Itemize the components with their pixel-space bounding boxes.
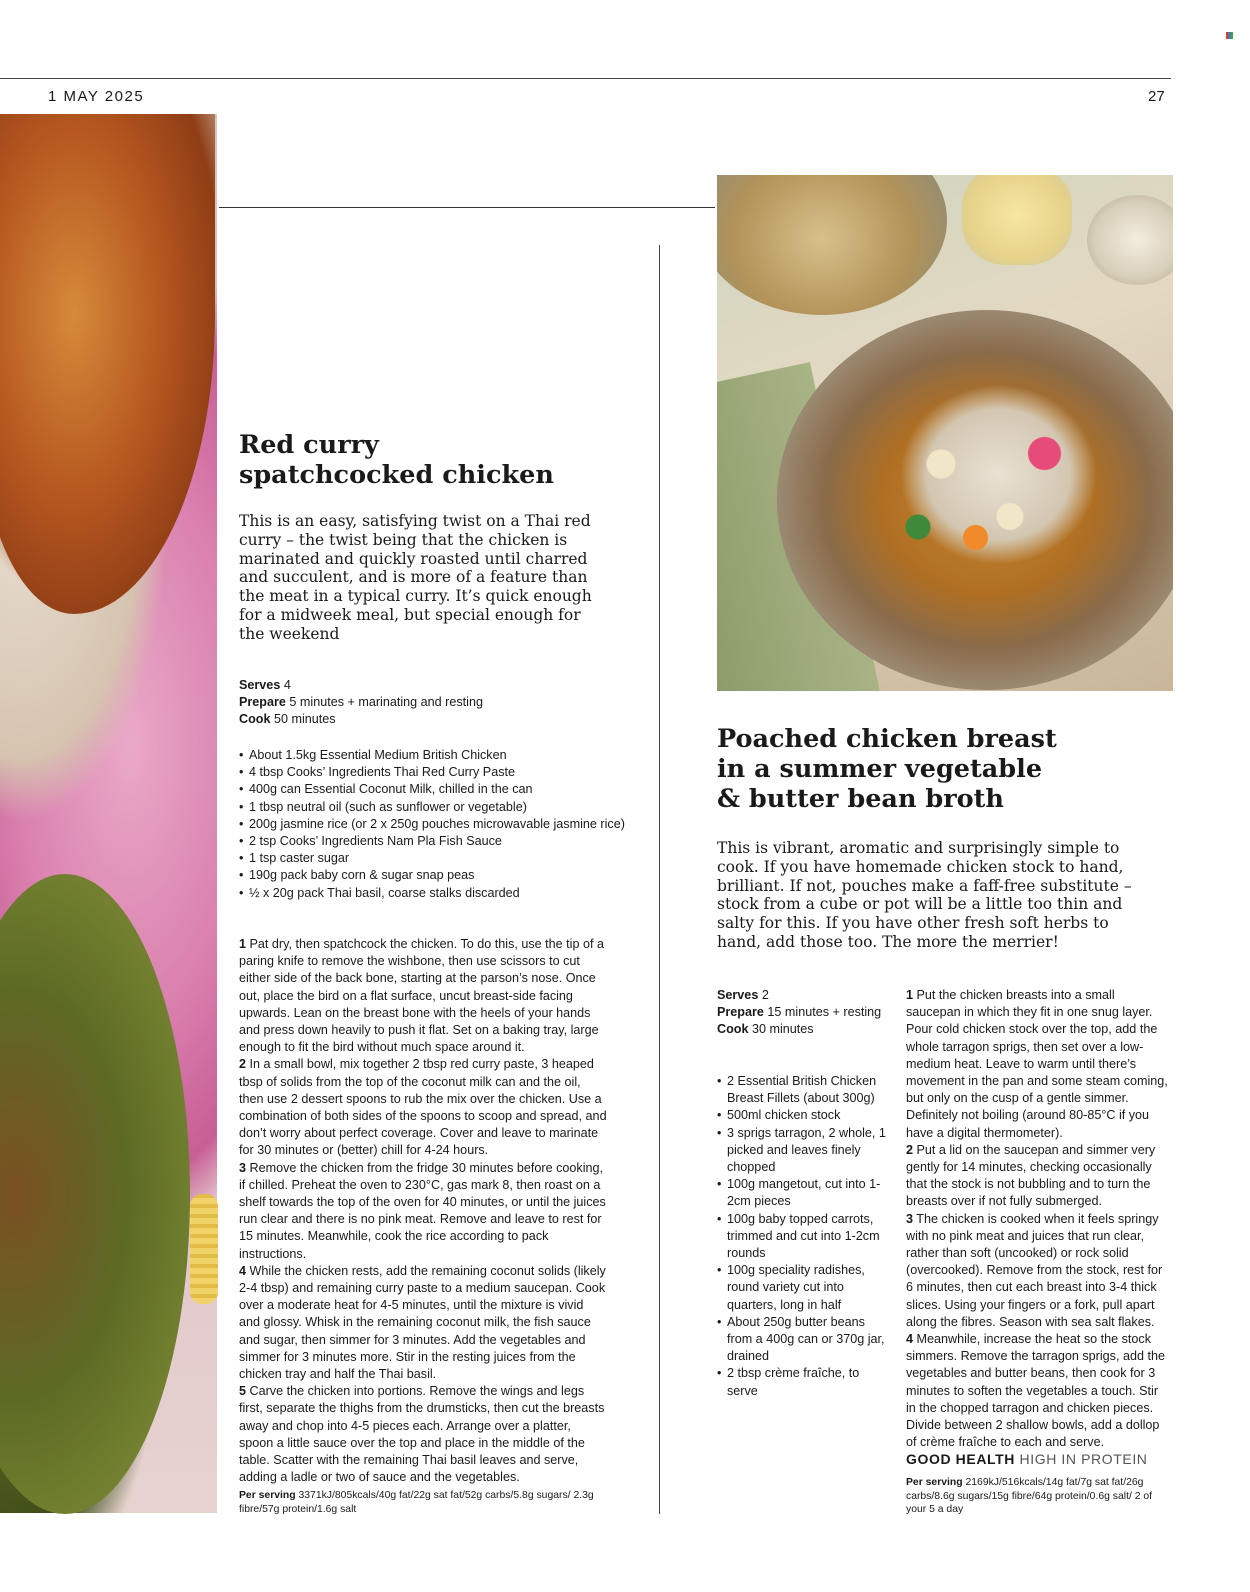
ingredient-item: • 2 tbsp crème fraîche, to serve bbox=[717, 1365, 892, 1399]
recipe-title bbox=[239, 430, 659, 490]
serves-value: 2 bbox=[761, 988, 769, 1002]
method-step bbox=[239, 1160, 607, 1263]
prepare-value: 5 minutes + marinating and resting bbox=[289, 695, 483, 710]
ingredient-item: • 100g baby topped carrots, trimmed and cut into 1-2cm rounds bbox=[717, 1211, 892, 1263]
title-line: spatchcocked chicken bbox=[239, 460, 554, 490]
step-text: Pat dry, then spatchcock the chicken. To do this, use the tip of a paring knife to remove the wishbone, then use scissors to cut either side of the back bone, starting at the parson’s nose. Once out, place the bird on a flat surface, uncut breast-side facing upwards. Lean on the breast bone with the heels of your hands and press down heavily to push it flat. Set on a baking tray, large enough to fit the bird without much space around it. bbox=[239, 937, 604, 1055]
colour-marker bbox=[1226, 32, 1233, 39]
ingredient-item: • About 1.5kg Essential Medium British Chicken bbox=[239, 747, 639, 764]
serves-label: Serves bbox=[717, 988, 759, 1002]
step-number: 5 bbox=[239, 1384, 247, 1399]
method-step bbox=[906, 1331, 1168, 1451]
method-step bbox=[906, 987, 1168, 1142]
nutrition-text: 2169kJ/516kcals/14g fat/7g sat fat/26g carbs/8.6g sugars/15g fibre/64g protein/0.6g salt/ 2 of your 5 a day bbox=[906, 1477, 1153, 1515]
prepare-label: Prepare bbox=[239, 695, 286, 710]
cook-value: 30 minutes bbox=[751, 1022, 814, 1037]
cook-label: Cook bbox=[717, 1022, 749, 1037]
serves-label: Serves bbox=[239, 678, 281, 692]
recipe-intro: This is an easy, satisfying twist on a Thai red curry – the twist being that the chicken is marinated and quickly roasted until charred and succulent, and is more of a feature than the meat in a typical curry. It’s quick enough for a midweek meal, but special enough for the weekend bbox=[239, 512, 592, 643]
ingredient-item: • 4 tbsp Cooks’ Ingredients Thai Red Curry Paste bbox=[239, 764, 639, 781]
title-line: in a summer vegetable bbox=[717, 754, 1043, 784]
ingredients-list bbox=[239, 747, 639, 902]
step-text: Put the chicken breasts into a small saucepan in which they fit in one snug layer. Pour cold chicken stock over the top, add the whole tarragon sprigs, then set over a low-medium heat. Leave to warm until there’s movement in the pan and some steam coming, but only on the cusp of a gentle simmer. Definitely not boiling (around 80-85°C if you have a digital thermometer). bbox=[906, 988, 1168, 1140]
prepare-label: Prepare bbox=[717, 1005, 764, 1020]
issue-date: 1 MAY 2025 bbox=[48, 88, 145, 105]
side-bowl-shape bbox=[717, 175, 947, 315]
prepare-value: 15 minutes + resting bbox=[767, 1005, 882, 1020]
baby-corn-shape bbox=[190, 1194, 218, 1304]
section-rule bbox=[219, 207, 715, 208]
nutrition-label: Per serving bbox=[239, 1490, 296, 1501]
step-text: The chicken is cooked when it feels springy with no pink meat and juices that run clear, rather than soft (uncooked) or rock solid (overcooked). Remove from the stock, rest for 6 minutes, then cut each breast into 3-4 thick slices. Using your fingers or a fork, pull apart along the fibres. Season with sea salt flakes. bbox=[906, 1211, 1163, 1329]
ingredient-item: • 190g pack baby corn & sugar snap peas bbox=[239, 867, 639, 884]
step-number: 3 bbox=[906, 1211, 914, 1226]
column-divider bbox=[659, 245, 660, 1514]
recipe-intro: This is vibrant, aromatic and surprisingly simple to cook. If you have homemade chicken stock to hand, brilliant. If not, pouches make a faff-free substitute – stock from a cube or pot will be a little too thin and salty for this. If you have other fresh soft herbs to hand, add those too. The more the merrier! bbox=[717, 839, 1132, 951]
cook-value: 50 minutes bbox=[273, 712, 336, 727]
step-number: 4 bbox=[906, 1332, 914, 1347]
method-step bbox=[239, 1056, 607, 1159]
step-text: Carve the chicken into portions. Remove the wings and legs first, separate the thighs from the drumsticks, then cut the breasts away and chop into 4-5 pieces each. Arrange over a platter, spoon a little sauce over the top and place in the middle of the table. Scatter with the remaining Thai basil leaves and serve, adding a ladle or two of sauce and the vegetables. bbox=[239, 1384, 605, 1485]
ingredient-item: • 3 sprigs tarragon, 2 whole, 1 picked and leaves finely chopped bbox=[717, 1125, 892, 1177]
method-step bbox=[239, 1383, 607, 1486]
title-line: Poached chicken breast bbox=[717, 724, 1057, 754]
ingredient-item: • 100g mangetout, cut into 1-2cm pieces bbox=[717, 1176, 892, 1210]
ingredient-item: • 400g can Essential Coconut Milk, chilled in the can bbox=[239, 781, 639, 798]
method-step bbox=[239, 936, 607, 1056]
step-number: 2 bbox=[906, 1142, 914, 1157]
creme-fraiche-dish-shape bbox=[1087, 195, 1173, 285]
step-text: While the chicken rests, add the remaining coconut solids (likely 2-4 tbsp) and remaining curry paste to a medium saucepan. Cook over a moderate heat for 4-5 minutes, until the mixture is vivid and glossy. Whisk in the remaining coconut milk, the fish sauce and sugar, then simmer for 3 minutes. Add the vegetables and simmer for 3 minutes more. Stir in the resting juices from the chicken tray and half the Thai basil. bbox=[239, 1263, 606, 1382]
title-line: Red curry bbox=[239, 430, 379, 460]
step-text: Remove the chicken from the fridge 30 minutes before cooking, if chilled. Preheat the oven to 230°C, gas mark 8, then roast on a shelf towards the top of the oven for 40 minutes, or until the juices run clear and there is no pink meat. Remove and leave to rest for 15 minutes. Meanwhile, cook the rice according to pack instructions. bbox=[239, 1160, 606, 1261]
ingredient-item: • 2 tsp Cooks’ Ingredients Nam Pla Fish Sauce bbox=[239, 833, 639, 850]
ingredient-item: • About 250g butter beans from a 400g can or 370g jar, drained bbox=[717, 1314, 892, 1366]
title-line: & butter bean broth bbox=[717, 784, 1004, 814]
cook-label: Cook bbox=[239, 712, 271, 727]
step-number: 1 bbox=[239, 937, 247, 951]
method bbox=[906, 987, 1168, 1451]
step-number: 3 bbox=[239, 1160, 247, 1175]
roast-chicken-shape bbox=[0, 114, 215, 614]
nutrition-info bbox=[906, 1476, 1168, 1517]
method bbox=[239, 936, 607, 1487]
ingredient-item: • 2 Essential British Chicken Breast Fillets (about 300g) bbox=[717, 1073, 892, 1107]
step-text: Meanwhile, increase the heat so the stock simmers. Remove the tarragon sprigs, add the vegetables and butter beans, then cook for 3 minutes to soften the vegetables a touch. Stir in the chopped tarragon and chicken pieces. Divide between 2 shallow bowls, add a dollop of crème fraîche to each and serve. bbox=[906, 1332, 1165, 1450]
recipe-meta bbox=[239, 677, 639, 729]
nutrition-info bbox=[239, 1489, 609, 1516]
page-number: 27 bbox=[1148, 88, 1165, 105]
ingredient-item: • 100g speciality radishes, round variety cut into quarters, long in half bbox=[717, 1262, 892, 1314]
method-step bbox=[239, 1263, 607, 1383]
step-text: In a small bowl, mix together 2 tbsp red curry paste, 3 heaped tbsp of solids from the top of the coconut milk can and the oil, then use 2 dessert spoons to rub the mix over the chicken. Use a combination of both sides of the spoons to scoop and spread, and don’t worry about perfect coverage. Cover and leave to marinate for 30 minutes or (better) chill for 4-24 hours. bbox=[239, 1057, 607, 1158]
nutrition-text: 3371kJ/805kcals/40g fat/22g sat fat/52g carbs/5.8g sugars/ 2.3g fibre/57g protein/1.6g salt bbox=[239, 1490, 594, 1515]
good-health-badge bbox=[906, 1451, 1176, 1467]
step-number: 1 bbox=[906, 988, 914, 1002]
method-step bbox=[906, 1142, 1168, 1211]
recipe-title bbox=[717, 724, 1157, 814]
red-curry-chicken-photo bbox=[0, 114, 217, 1513]
ingredient-item: • 500ml chicken stock bbox=[717, 1107, 892, 1124]
recipe-meta bbox=[717, 987, 887, 1039]
nutrition-label: Per serving bbox=[906, 1477, 963, 1488]
good-health-value: HIGH IN PROTEIN bbox=[1019, 1451, 1148, 1467]
serves-value: 4 bbox=[283, 678, 291, 692]
ingredient-item: • 1 tbsp neutral oil (such as sunflower or vegetable) bbox=[239, 799, 639, 816]
step-number: 2 bbox=[239, 1057, 247, 1072]
glass-shape bbox=[962, 175, 1072, 265]
curry-plate-shape bbox=[0, 874, 190, 1514]
ingredient-item: • 1 tsp caster sugar bbox=[239, 850, 639, 867]
ingredient-item: • ½ x 20g pack Thai basil, coarse stalks discarded bbox=[239, 885, 639, 902]
broth-bowl-shape bbox=[777, 310, 1173, 690]
header-rule bbox=[0, 78, 1171, 79]
step-text: Put a lid on the saucepan and simmer very gently for 14 minutes, checking occasionally that the stock is not bubbling and to turn the breasts over if not fully submerged. bbox=[906, 1142, 1156, 1209]
good-health-label: GOOD HEALTH bbox=[906, 1451, 1016, 1467]
ingredients-list bbox=[717, 1073, 892, 1400]
step-number: 4 bbox=[239, 1263, 247, 1278]
ingredient-item: • 200g jasmine rice (or 2 x 250g pouches microwavable jasmine rice) bbox=[239, 816, 639, 833]
poached-chicken-broth-photo bbox=[717, 175, 1173, 691]
method-step bbox=[906, 1211, 1168, 1331]
